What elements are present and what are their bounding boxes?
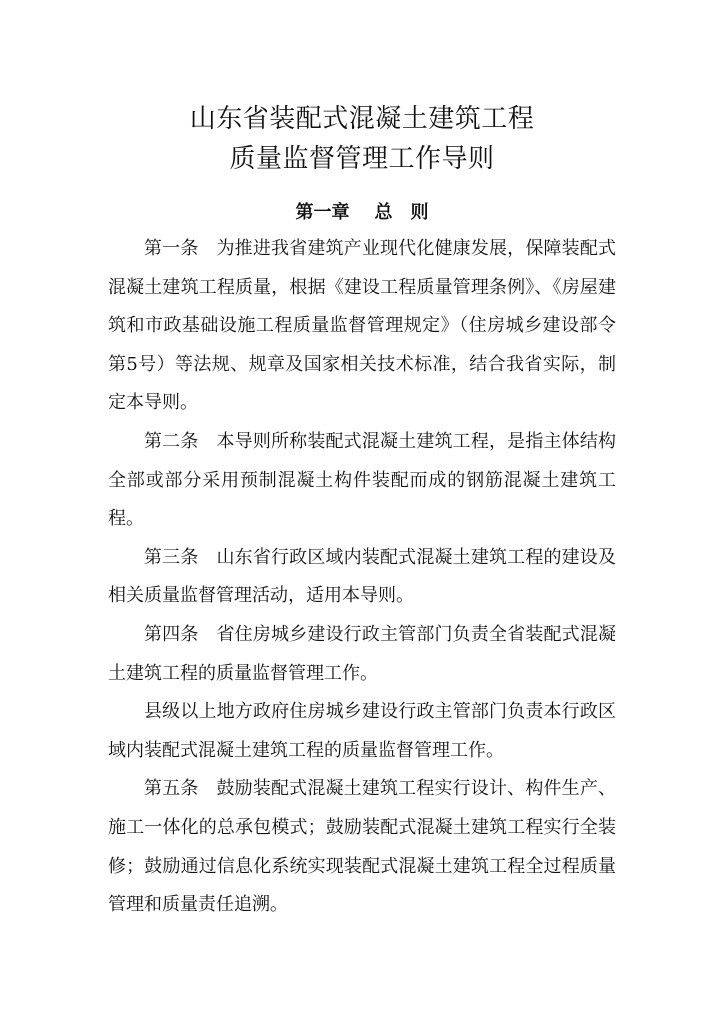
article-text: 县级以上地方政府住房城乡建设行政主管部门负责本行政区域内装配式混凝土建筑工程的质量监督管理工作。 — [108, 701, 616, 761]
article-1 — [108, 230, 616, 423]
article-3 — [108, 539, 616, 616]
document-title-line-2: 质量监督管理工作导则 — [229, 144, 495, 174]
chapter-heading — [0, 199, 724, 227]
document-title-line-1: 山东省装配式混凝土建筑工程 — [189, 104, 535, 134]
article-5 — [108, 770, 616, 924]
article-number: 第三条 — [144, 546, 199, 568]
article-number: 第四条 — [144, 623, 199, 645]
article-text: 鼓励装配式混凝土建筑工程实行设计、构件生产、施工一体化的总承包模式；鼓励装配式混凝土建筑工程实行全装修；鼓励通过信息化系统实现装配式混凝土建筑工程全过程质量管理和质量责任追溯。 — [108, 778, 616, 916]
document-body — [108, 230, 616, 925]
article-text: 省住房城乡建设行政主管部门负责全省装配式混凝土建筑工程的质量监督管理工作。 — [108, 623, 616, 684]
article-text: 本导则所称装配式混凝土建筑工程，是指主体结构全部或部分采用预制混凝土构件装配而成的钢筋混凝土建筑工程。 — [108, 430, 616, 530]
article-number: 第二条 — [144, 430, 199, 452]
article-text: 为推进我省建筑产业现代化健康发展，保障装配式混凝土建筑工程质量，根据《建设工程质量管理条例》、《房屋建筑和市政基础设施工程质量监督管理规定》（住房城乡建设部令第5号）等法规、规章及国家相关技术标准，结合我省实际，制定本导则。 — [108, 238, 616, 414]
article-4-paragraph-2 — [108, 693, 616, 770]
article-4 — [108, 616, 616, 693]
article-number: 第一条 — [144, 238, 199, 259]
chapter-label: 第一章 — [295, 202, 350, 223]
chapter-name: 总 则 — [374, 202, 429, 223]
article-2 — [108, 423, 616, 539]
article-text: 山东省行政区域内装配式混凝土建筑工程的建设及相关质量监督管理活动，适用本导则。 — [108, 546, 616, 607]
article-number: 第五条 — [144, 778, 199, 800]
